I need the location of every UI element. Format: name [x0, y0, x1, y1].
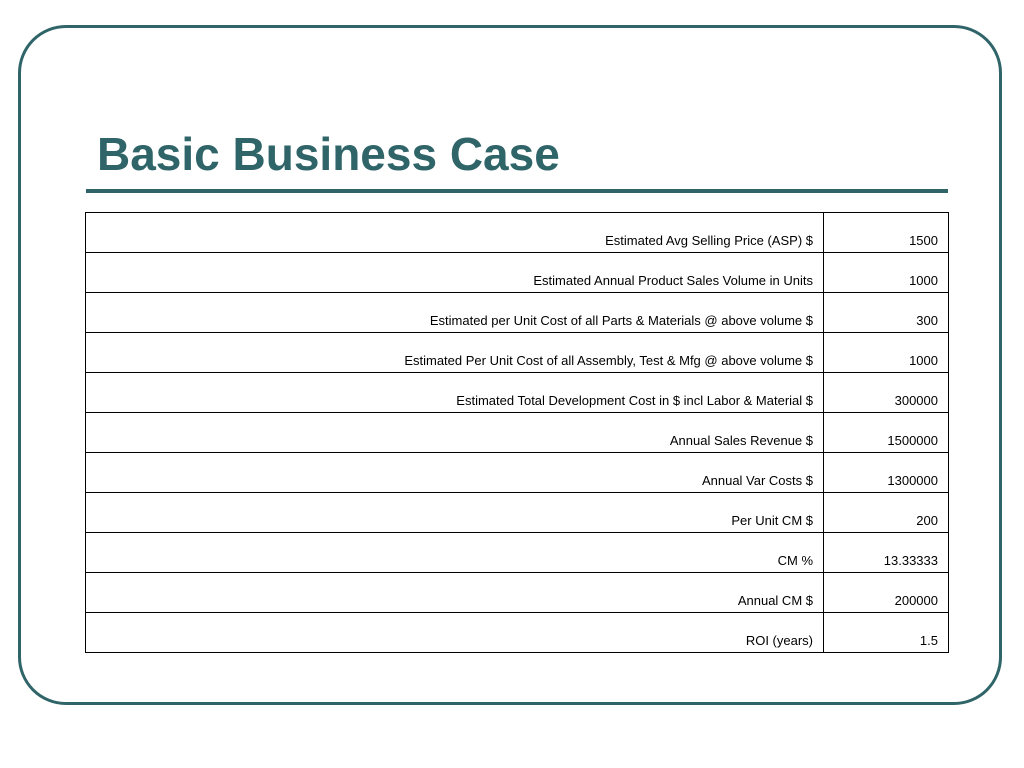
- row-label: ROI (years): [86, 613, 824, 653]
- slide-title: Basic Business Case: [97, 128, 560, 180]
- row-value: 1500000: [824, 413, 949, 453]
- row-label: Estimated Annual Product Sales Volume in Units: [86, 253, 824, 293]
- row-label: Estimated Avg Selling Price (ASP) $: [86, 213, 824, 253]
- row-value: 200: [824, 493, 949, 533]
- table-row: [86, 453, 949, 493]
- row-label: Per Unit CM $: [86, 493, 824, 533]
- table-row: [86, 413, 949, 453]
- table-row: [86, 253, 949, 293]
- table-row: [86, 333, 949, 373]
- row-label: Estimated Per Unit Cost of all Assembly, Test & Mfg @ above volume $: [86, 333, 824, 373]
- row-label: Estimated per Unit Cost of all Parts & Materials @ above volume $: [86, 293, 824, 333]
- table-row: [86, 373, 949, 413]
- row-value: 200000: [824, 573, 949, 613]
- row-value: 300: [824, 293, 949, 333]
- row-value: 1000: [824, 333, 949, 373]
- row-label: Annual CM $: [86, 573, 824, 613]
- row-label: CM %: [86, 533, 824, 573]
- row-label: Annual Var Costs $: [86, 453, 824, 493]
- row-value: 13.33333: [824, 533, 949, 573]
- business-case-table: [85, 212, 949, 653]
- row-label: Annual Sales Revenue $: [86, 413, 824, 453]
- table-row: [86, 613, 949, 653]
- row-value: 1.5: [824, 613, 949, 653]
- table-row: [86, 533, 949, 573]
- table-row: [86, 293, 949, 333]
- title-underline: [86, 189, 948, 193]
- row-label: Estimated Total Development Cost in $ incl Labor & Material $: [86, 373, 824, 413]
- row-value: 1000: [824, 253, 949, 293]
- row-value: 1500: [824, 213, 949, 253]
- table-row: [86, 213, 949, 253]
- row-value: 1300000: [824, 453, 949, 493]
- row-value: 300000: [824, 373, 949, 413]
- table-row: [86, 573, 949, 613]
- table-row: [86, 493, 949, 533]
